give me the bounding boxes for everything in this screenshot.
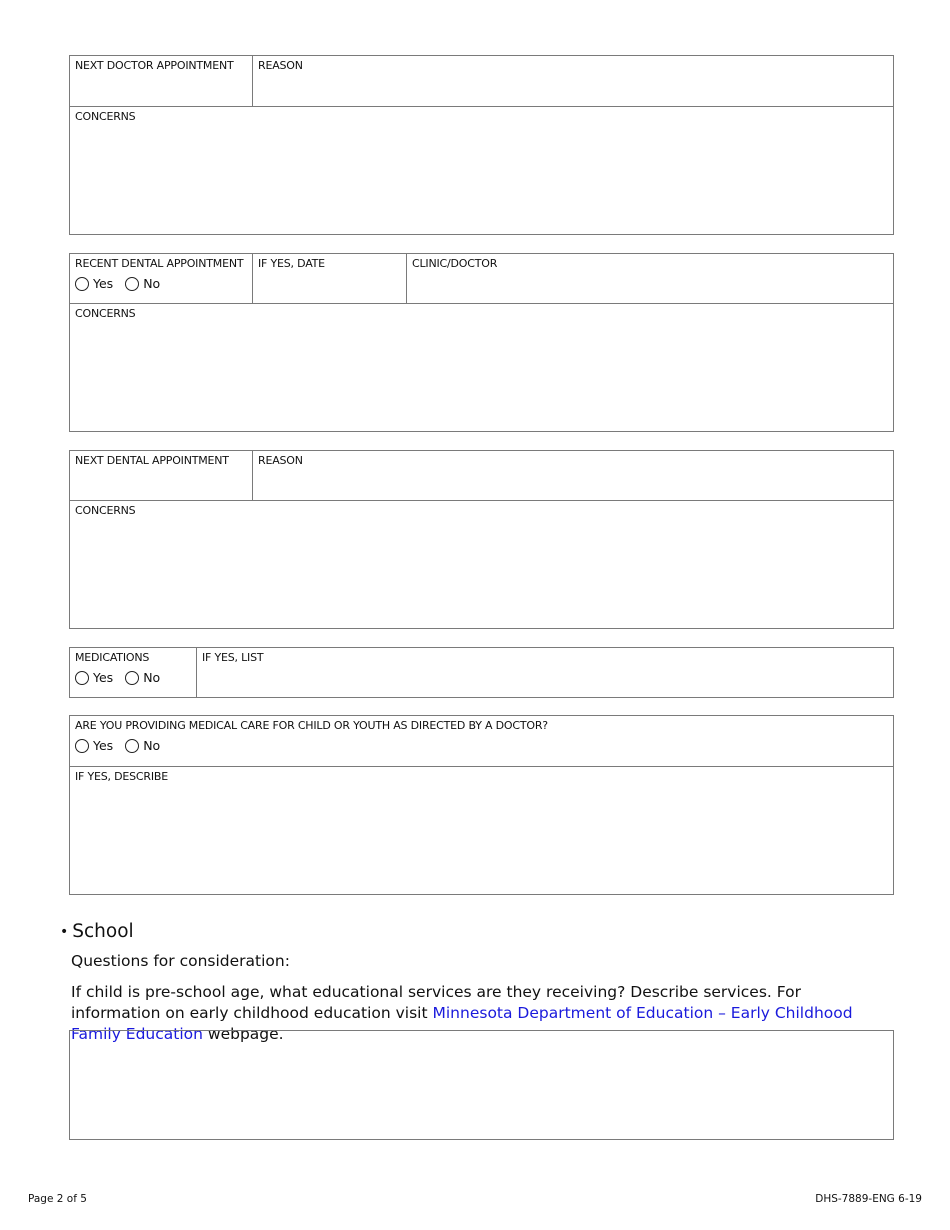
school-heading-text: School [72, 921, 134, 942]
medical-care-radio-group [75, 738, 888, 753]
medications-no-radio[interactable] [125, 670, 160, 685]
recent-dental-appointment-section [69, 253, 894, 432]
medications-yes-radio[interactable] [75, 670, 113, 685]
doctor-reason-cell[interactable] [252, 56, 893, 106]
doctor-concerns-label: CONCERNS [75, 110, 136, 123]
medications-list-label: IF YES, LIST [202, 651, 264, 664]
medical-care-describe-field[interactable] [70, 785, 893, 894]
medical-care-describe-label: IF YES, DESCRIBE [75, 770, 168, 783]
recent-dental-yes-radio[interactable] [75, 276, 113, 291]
next-dental-concerns-cell[interactable] [70, 501, 893, 628]
next-dental-concerns-label: CONCERNS [75, 504, 136, 517]
medications-list-field[interactable] [197, 666, 893, 697]
next-doctor-appointment-label: NEXT DOCTOR APPOINTMENT [75, 59, 234, 72]
next-dental-concerns-field[interactable] [70, 519, 893, 628]
doctor-reason-label: REASON [258, 59, 303, 72]
radio-circle-icon[interactable] [125, 671, 139, 685]
mde-ecfe-link[interactable]: Minnesota Department of Education – Early Childhood Family Education [71, 1004, 853, 1043]
page-number: Page 2 of 5 [28, 1193, 87, 1205]
medications-radio-group [75, 670, 191, 685]
recent-dental-no-radio[interactable] [125, 276, 160, 291]
dental-reason-field[interactable] [253, 469, 893, 500]
dental-date-label: IF YES, DATE [258, 257, 325, 270]
medical-care-yes-label: Yes [93, 738, 114, 753]
recent-dental-concerns-cell[interactable] [70, 304, 893, 431]
medical-care-no-radio[interactable] [125, 738, 160, 753]
medical-care-section [69, 715, 894, 895]
medical-care-yes-radio[interactable] [75, 738, 113, 753]
school-question-text-end: webpage. [202, 1025, 284, 1043]
next-doctor-appointment-field[interactable] [70, 74, 252, 106]
medications-yes-label: Yes [93, 670, 114, 685]
next-dental-appointment-section [69, 450, 894, 629]
radio-circle-icon[interactable] [75, 739, 89, 753]
recent-dental-appointment-label: RECENT DENTAL APPOINTMENT [75, 257, 244, 270]
medications-list-cell[interactable] [196, 648, 893, 697]
dental-date-cell[interactable] [252, 254, 406, 303]
recent-dental-radio-group [75, 276, 247, 291]
radio-circle-icon[interactable] [75, 671, 89, 685]
medications-label: MEDICATIONS [75, 651, 150, 664]
medications-section [69, 647, 894, 698]
doctor-concerns-cell[interactable] [70, 107, 893, 234]
recent-dental-concerns-label: CONCERNS [75, 307, 136, 320]
radio-circle-icon[interactable] [125, 739, 139, 753]
medications-cell [70, 648, 196, 697]
medical-care-question-cell [70, 716, 893, 766]
school-heading [60, 921, 134, 942]
next-dental-appointment-label: NEXT DENTAL APPOINTMENT [75, 454, 229, 467]
recent-dental-concerns-field[interactable] [70, 322, 893, 431]
recent-dental-no-label: No [143, 276, 161, 291]
school-answer-box[interactable] [69, 1030, 894, 1140]
form-id: DHS-7889-ENG 6-19 [815, 1193, 922, 1205]
doctor-concerns-field[interactable] [70, 125, 893, 234]
clinic-doctor-field[interactable] [407, 272, 893, 303]
dental-reason-cell[interactable] [252, 451, 893, 500]
recent-dental-yes-label: Yes [93, 276, 114, 291]
clinic-doctor-cell[interactable] [406, 254, 893, 303]
bullet-icon: • [60, 923, 69, 940]
next-dental-appointment-field[interactable] [70, 469, 252, 500]
next-doctor-appointment-section [69, 55, 894, 235]
school-question-text: If child is pre-school age, what educational services are they receiving? Describe services. For information on early childhood education visit [71, 983, 801, 1022]
dental-date-field[interactable] [253, 272, 406, 303]
medical-care-describe-cell[interactable] [70, 767, 893, 894]
recent-dental-appointment-cell [70, 254, 252, 303]
medical-care-no-label: No [143, 738, 161, 753]
doctor-reason-field[interactable] [253, 74, 893, 106]
medical-care-question-label: ARE YOU PROVIDING MEDICAL CARE FOR CHILD OR YOUTH AS DIRECTED BY A DOCTOR? [75, 719, 548, 732]
radio-circle-icon[interactable] [125, 277, 139, 291]
next-dental-appointment-cell[interactable] [70, 451, 252, 500]
clinic-doctor-label: CLINIC/DOCTOR [412, 257, 498, 270]
questions-intro: Questions for consideration: [71, 952, 290, 970]
dental-reason-label: REASON [258, 454, 303, 467]
medications-no-label: No [143, 670, 161, 685]
radio-circle-icon[interactable] [75, 277, 89, 291]
next-doctor-appointment-cell[interactable] [70, 56, 252, 106]
